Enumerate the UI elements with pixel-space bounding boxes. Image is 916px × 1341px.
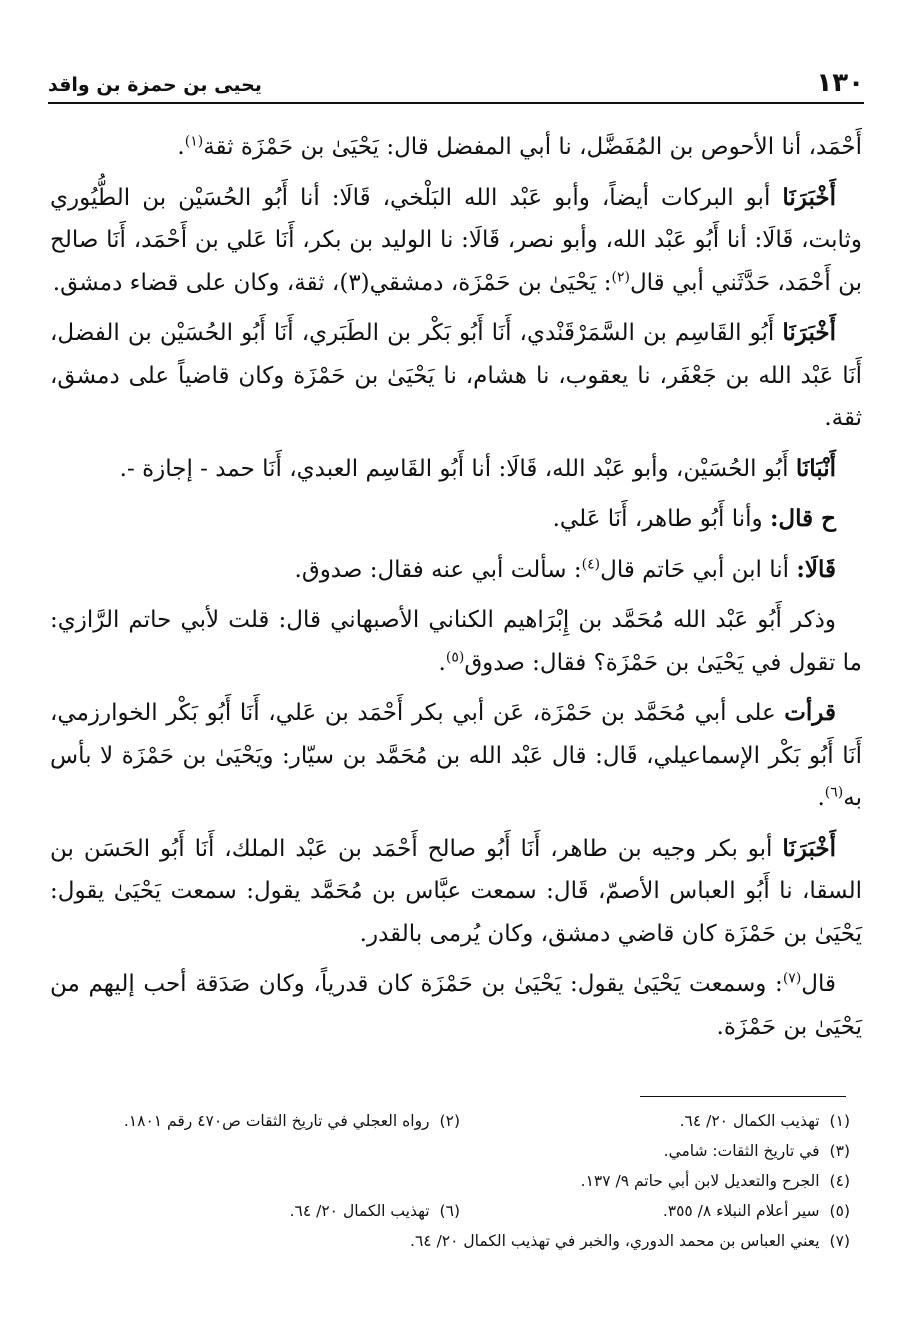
footnote-row bbox=[50, 1196, 850, 1226]
paragraph bbox=[50, 312, 862, 440]
footnotes bbox=[50, 1106, 850, 1256]
paragraph bbox=[50, 963, 862, 1048]
footnote-number: (١) bbox=[829, 1112, 850, 1130]
footnote-ref: (٧) bbox=[782, 970, 802, 987]
footnote-number: (٢) bbox=[439, 1112, 460, 1130]
paragraph bbox=[50, 498, 862, 541]
footnote-text: في تاريخ الثقات: شامي. bbox=[663, 1142, 820, 1160]
footnote-ref: (٤) bbox=[581, 555, 601, 572]
footnote bbox=[460, 1196, 850, 1226]
footnote bbox=[410, 1226, 850, 1256]
footnote-number: (٧) bbox=[829, 1232, 850, 1250]
paragraph bbox=[50, 126, 862, 169]
footnote-number: (٦) bbox=[439, 1202, 460, 1220]
page-header bbox=[48, 62, 864, 98]
paragraph-text: على أبي مُحَمَّد بن حَمْزَة، عَن أبي بكر أَحْمَد بن عَلي، أَنَا أَبُو بَكْر الخوارزمي، أَنَا أَبُو بَكْر الإسماعيلي، قَال: قال عَبْد الله بن مُحَمَّد بن سيّار: ويَحْيَىٰ بن حَمْزَة لا بأس به bbox=[50, 700, 862, 811]
paragraph-tail: . bbox=[817, 785, 825, 811]
page-number: ١٣٠ bbox=[816, 68, 864, 98]
footnote-number: (٤) bbox=[829, 1172, 850, 1190]
footnote bbox=[460, 1106, 850, 1136]
paragraph-lead: أَخْبَرَنَا bbox=[782, 834, 836, 862]
paragraph-tail: : سألت أبي عنه فقال: صدوق. bbox=[294, 556, 582, 583]
paragraph-lead: أَخْبَرَنَا bbox=[782, 183, 836, 211]
paragraph-tail: . bbox=[177, 134, 185, 160]
footnote bbox=[664, 1136, 850, 1166]
running-title: يحيى بن حمزة بن واقد bbox=[48, 74, 262, 96]
paragraph-lead: أَخْبَرَنَا bbox=[782, 319, 836, 346]
footnote-text: تهذيب الكمال ٢٠/ ٦٤. bbox=[289, 1202, 430, 1220]
footnote-row bbox=[50, 1136, 850, 1166]
paragraph-tail: : يَحْيَىٰ بن حَمْزَة، دمشقي(٣)، ثقة، وكان على قضاء دمشق. bbox=[52, 269, 612, 296]
paragraph-text: وذكر أَبُو عَبْد الله مُحَمَّد بن إِبْرَاهيم الكناني الأصبهاني قال: قلت لأبي حاتم الرَّازي: ما تقول في يَحْيَىٰ بن حَمْزَة؟ فقال: صدوق bbox=[50, 607, 862, 676]
paragraph-lead: أَنْبَانَا bbox=[795, 454, 836, 482]
paragraph bbox=[50, 599, 862, 684]
paragraph bbox=[50, 828, 862, 956]
footnote bbox=[124, 1106, 460, 1136]
footnote-row bbox=[50, 1106, 850, 1136]
paragraph bbox=[50, 692, 862, 820]
paragraph-text: أنا ابن أبي حَاتم قال bbox=[600, 556, 797, 583]
footnote-text: الجرح والتعديل لابن أبي حاتم ٩/ ١٣٧. bbox=[580, 1172, 820, 1190]
footnote-text: سير أعلام النبلاء ٨/ ٣٥٥. bbox=[662, 1202, 820, 1220]
paragraph-text: أبو البركات أيضاً، وأبو عَبْد الله البَلْخي، قَالَا: أنا أَبُو الحُسَيْن بن الطُّيُوري وثابت، قَالَا: أنا أَبُو عَبْد الله، وأبو نصر، قَالَا: نا الوليد بن بكر، أَنَا عَلي بن أَحْمَد، أَنَا صالح بن أَحْمَد، حَدَّثَني أبي قال bbox=[50, 184, 862, 296]
paragraph-lead: قرأت bbox=[784, 699, 836, 726]
footnote-ref: (٢) bbox=[611, 268, 630, 285]
paragraph-text: أَحْمَد، أنا الأحوص بن المُفَضَّل، نا أبي المفضل قال: يَحْيَىٰ بن حَمْزَة ثقة bbox=[203, 134, 862, 160]
footnote-ref: (١) bbox=[184, 133, 204, 150]
paragraph bbox=[50, 177, 862, 305]
footnote-number: (٥) bbox=[829, 1202, 850, 1220]
footnote-rule bbox=[640, 1096, 846, 1097]
paragraph-lead: ح قال: bbox=[769, 505, 836, 532]
paragraph bbox=[50, 448, 862, 491]
footnote-row bbox=[50, 1166, 850, 1196]
footnote-ref: (٥) bbox=[445, 648, 465, 665]
footnote-text: يعني العباس بن محمد الدوري، والخبر في تهذيب الكمال ٢٠/ ٦٤. bbox=[410, 1232, 820, 1250]
paragraph-text: قال bbox=[801, 971, 836, 997]
footnote bbox=[581, 1166, 850, 1196]
paragraph-lead: قَالَا: bbox=[796, 555, 836, 583]
paragraph-text: أَبُو الحُسَيْن، وأبو عَبْد الله، قَالَا: أنا أَبُو القَاسِم العبدي، أَنَا حمد - إجازة -. bbox=[119, 455, 796, 482]
header-rule bbox=[48, 102, 864, 104]
paragraph-text: أَبُو القَاسِم بن السَّمَرْقَنْدي، أَنَا أَبُو بَكْر بن الطَبَري، أَنَا أَبُو الحُسَيْن بن الفضل، أَنَا عَبْد الله بن جَعْفَر، نا يعقوب، نا هشام، نا يَحْيَىٰ بن حَمْزَة وكان قاضياً على دمشق، ثقة. bbox=[50, 320, 862, 431]
paragraph bbox=[50, 549, 862, 592]
paragraph-text: وأنا أَبُو طاهر، أَنَا عَلي. bbox=[552, 506, 770, 532]
footnote-text: رواه العجلي في تاريخ الثقات ص٤٧٠ رقم ١٨٠١. bbox=[123, 1112, 430, 1130]
footnote-row bbox=[50, 1226, 850, 1256]
main-text bbox=[50, 126, 862, 1056]
footnote-ref: (٦) bbox=[824, 784, 844, 801]
footnote bbox=[290, 1196, 460, 1226]
paragraph-tail: . bbox=[438, 649, 446, 676]
paragraph-tail: : وسمعت يَحْيَىٰ يقول: يَحْيَىٰ بن حَمْزَة كان قدرياً، وكان صَدَقة أحب إليهم من يَحْيَىٰ بن حَمْزَة. bbox=[50, 971, 862, 1040]
paragraph-text: أبو بكر وجيه بن طاهر، أَنَا أَبُو صالح أَحْمَد بن عَبْد الملك، أَنَا أَبُو الحَسَن بن السقا، نا أَبُو العباس الأصمّ، قَال: سمعت عبَّاس بن مُحَمَّد يقول: سمعت يَحْيَىٰ يقول: يَحْيَىٰ بن حَمْزَة كان قاضي دمشق، وكان يُرمى بالقدر. bbox=[50, 835, 862, 947]
footnote-text: تهذيب الكمال ٢٠/ ٦٤. bbox=[679, 1112, 820, 1130]
footnote-number: (٣) bbox=[829, 1142, 850, 1160]
